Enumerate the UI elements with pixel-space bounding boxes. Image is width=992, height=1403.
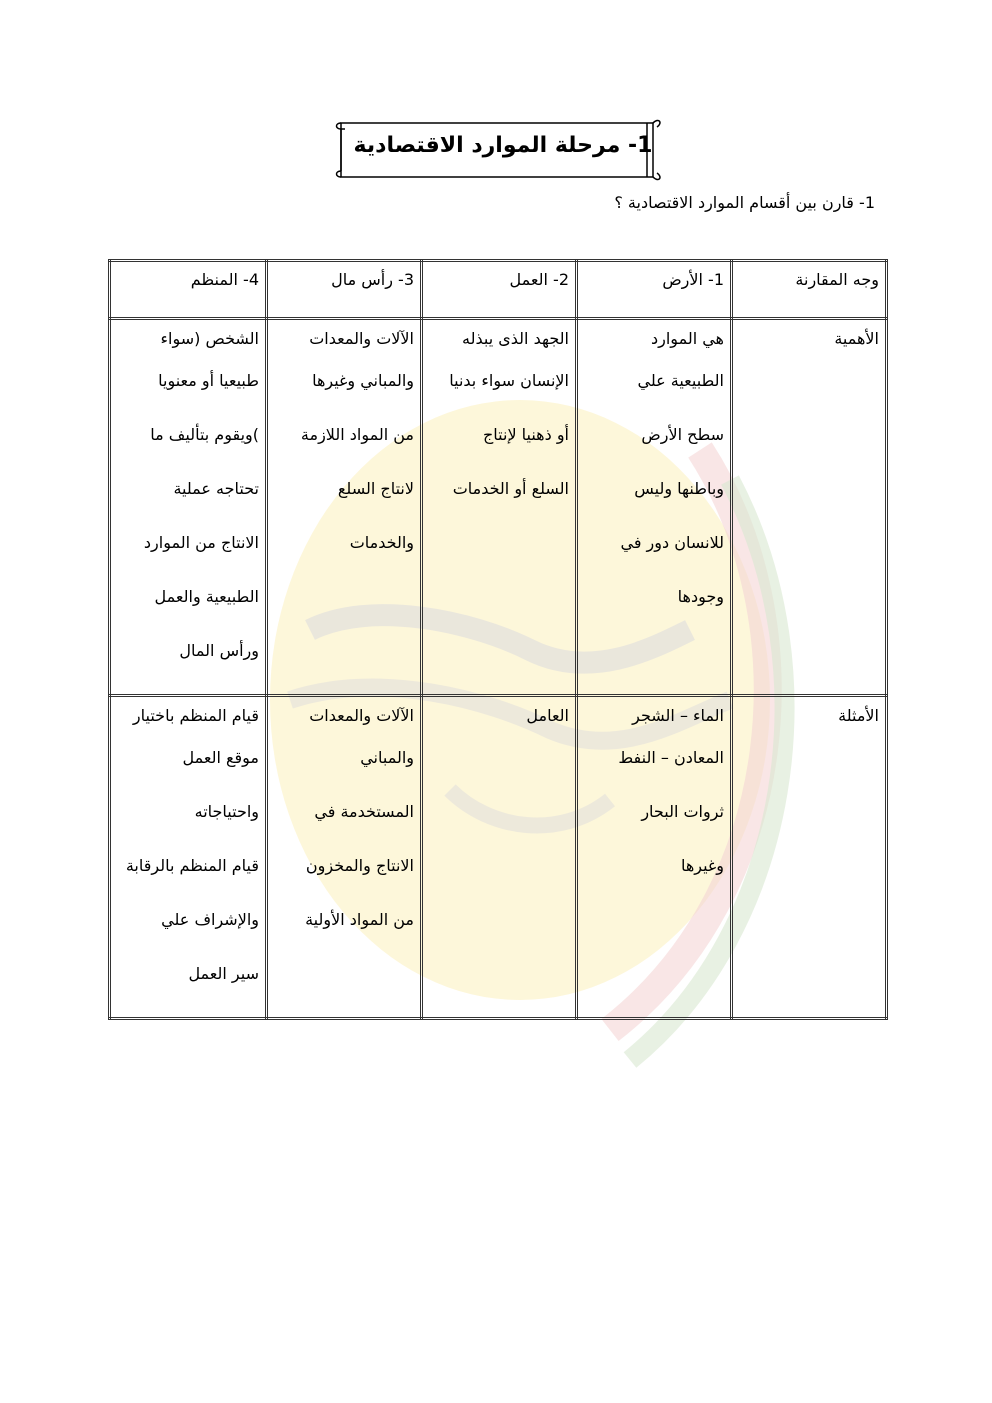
table-row bbox=[110, 696, 887, 1019]
cell-line: الانتاج من الموارد bbox=[143, 533, 259, 552]
cell-line: الشخص (سواء bbox=[160, 329, 259, 348]
cell-line: تحتاجه عملية bbox=[173, 479, 259, 498]
question-text: 1- قارن بين أقسام الموارد الاقتصادية ؟ bbox=[614, 193, 875, 212]
comparison-table bbox=[108, 259, 888, 1020]
table-cell bbox=[577, 319, 732, 696]
header-cell: وجه المقارنة bbox=[732, 261, 887, 319]
title-banner bbox=[333, 115, 663, 185]
cell-line: الماء – الشجر bbox=[632, 706, 724, 725]
cell-line: المستخدمة في bbox=[314, 802, 414, 821]
cell-line: ثروات البحار bbox=[641, 802, 724, 821]
row-label: الأمثلة bbox=[732, 696, 887, 1019]
cell-line: الجهد الذى يبذله bbox=[462, 329, 569, 348]
cell-line: لانتاج السلع bbox=[337, 479, 414, 498]
cell-line: المعادن – النفط bbox=[618, 748, 724, 767]
cell-line: الطبيعية علي bbox=[637, 371, 724, 390]
cell-line: من المواد الأولية bbox=[305, 910, 414, 929]
table-cell bbox=[422, 696, 577, 1019]
cell-line: قيام المنظم باختيار bbox=[132, 706, 259, 725]
cell-line: وغيرها bbox=[680, 856, 724, 875]
table-cell bbox=[267, 319, 422, 696]
table-row bbox=[110, 319, 887, 696]
row-label: الأهمية bbox=[732, 319, 887, 696]
cell-line: الإنسان سواء بدنيا bbox=[449, 371, 569, 390]
table-cell bbox=[110, 319, 267, 696]
cell-line: العامل bbox=[526, 706, 569, 725]
table-cell bbox=[577, 696, 732, 1019]
cell-line: وجودها bbox=[677, 587, 724, 606]
cell-line: الانتاج والمخزون bbox=[305, 856, 414, 875]
cell-line: والإشراف علي bbox=[161, 910, 259, 929]
header-cell: 4- المنظم bbox=[110, 261, 267, 319]
cell-line: )ويقوم بتأليف ما bbox=[150, 425, 259, 444]
table-cell bbox=[422, 319, 577, 696]
table-header-row bbox=[110, 261, 887, 319]
header-cell: 2- العمل bbox=[422, 261, 577, 319]
cell-line: والمباني bbox=[360, 748, 414, 767]
cell-line: الآلات والمعدات bbox=[309, 329, 414, 348]
cell-line: أو ذهنيا لإنتاج bbox=[482, 425, 569, 444]
cell-line: واحتياجاته bbox=[194, 802, 259, 821]
header-cell: 1- الأرض bbox=[577, 261, 732, 319]
cell-line: موقع العمل bbox=[182, 748, 259, 767]
cell-line: والمباني وغيرها bbox=[312, 371, 414, 390]
header-cell: 3- رأس مال bbox=[267, 261, 422, 319]
cell-line: الآلات والمعدات bbox=[309, 706, 414, 725]
cell-line: السلع أو الخدمات bbox=[452, 479, 569, 498]
cell-line: سطح الأرض bbox=[641, 425, 724, 444]
table-cell bbox=[267, 696, 422, 1019]
table-cell bbox=[110, 696, 267, 1019]
cell-line: ورأس المال bbox=[179, 641, 259, 660]
cell-line: وباطنها وليس bbox=[634, 479, 724, 498]
cell-line: سير العمل bbox=[188, 964, 259, 983]
cell-line: والخدمات bbox=[349, 533, 414, 552]
cell-line: قيام المنظم بالرقابة bbox=[125, 856, 259, 875]
cell-line: هي الموارد bbox=[651, 329, 724, 348]
page-title: 1- مرحلة الموارد الاقتصادية bbox=[353, 133, 653, 158]
cell-line: للانسان دور في bbox=[620, 533, 724, 552]
cell-line: من المواد اللازمة bbox=[300, 425, 414, 444]
cell-line: طبيعيا أو معنويا bbox=[158, 371, 259, 390]
cell-line: الطبيعية والعمل bbox=[154, 587, 259, 606]
